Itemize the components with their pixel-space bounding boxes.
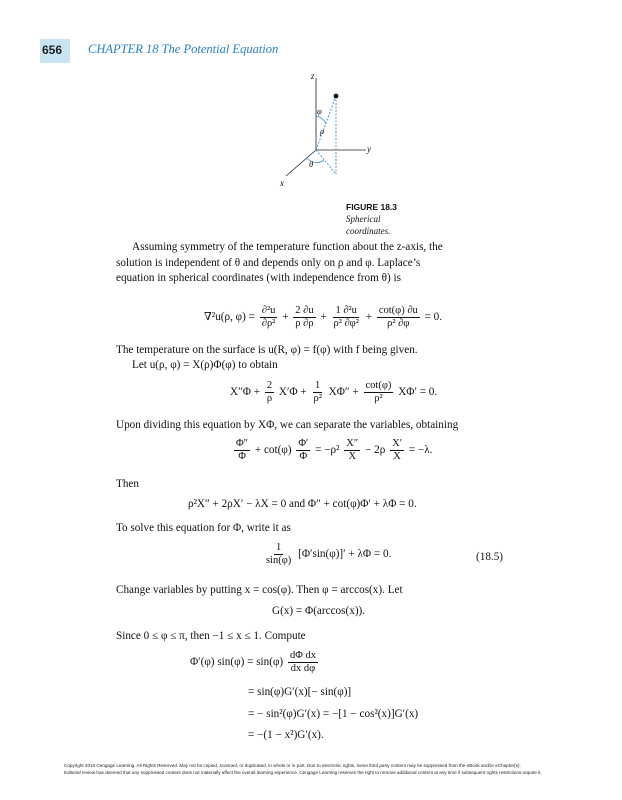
figure-caption-text: Spherical coordinates.: [346, 214, 391, 236]
phi-arc: [316, 116, 326, 124]
eq3-frac1: $\frac{\Phi''}{\Phi}$: [236, 438, 249, 462]
equation-derivation-line4: = −(1 − x²)G′(x).: [248, 729, 324, 741]
eq1-term4: $\frac{\cot(\varphi) \partial u}{\text{ρ² ∂φ}}$: [378, 305, 418, 329]
equation-ode-pair: ρ²X″ + 2ρX′ − λX = 0 and Φ″ + cot(φ)Φ′ + λΦ = 0.: [188, 498, 417, 510]
footer-line-2: Editorial review has deemed that any suppressed content does not materially affect the overall learning experience. Cengage Learning reserves the right to remove additional content at any time if subsequent rights restrictions require it.: [64, 770, 542, 775]
phi-label: φ: [317, 106, 322, 116]
eq1-term3: $\frac{\text{1 ∂²u}}{\text{ρ² ∂φ²}}$: [333, 305, 359, 329]
eq1-lhs: ∇²u(ρ, φ) =: [204, 311, 255, 324]
eq3-frac3: $\frac{X''}{X}$: [346, 438, 359, 462]
eq1-rhs: = 0.: [424, 311, 443, 324]
paragraph-3: Let u(ρ, φ) = X(ρ)Φ(φ) to obtain: [132, 359, 278, 371]
figure-label: FIGURE 18.3: [346, 202, 398, 212]
y-axis-label: y: [367, 144, 371, 154]
paragraph-7: Since 0 ≤ φ ≤ π, then −1 ≤ x ≤ 1. Compute: [116, 630, 306, 642]
equation-derivation-line3: = − sin²(φ)G′(x) = −[1 − cos²(x)]G′(x): [248, 708, 419, 720]
equation-number: (18.5): [476, 551, 504, 563]
paragraph-2: The temperature on the surface is u(R, φ) = f(φ) with f being given.: [116, 344, 418, 356]
equation-derivation-line1: Φ′(φ) sin(φ) = sin(φ) $\frac{\text{dΦ dx}}{\text{dx dφ}}$: [190, 650, 317, 674]
paragraph-6: Change variables by putting x = cos(φ). Then φ = arccos(x). Let: [116, 584, 403, 596]
equation-divided: $\frac{\Phi''}{\Phi}$ + cot(φ) $\frac{\Phi'}{\Phi}$ = −ρ² $\frac{X''}{X}$ − 2ρ $\frac{X'}{X}$ = −λ.: [236, 438, 433, 462]
copyright-footer: [64, 762, 604, 776]
equation-laplace: ∇²u(ρ, φ) = $\frac{\text{∂²u}}{\text{∂ρ²}}$ + $\frac{2 \partial u}{\rho \partial\rho}$ + $\frac{\text{1 ∂²u}}{\text{ρ² ∂φ²}}$ + $\frac{\cot(\varphi) \partial u}{\text{ρ² ∂φ}}$ = 0.: [204, 305, 443, 329]
equation-derivation-line2: = sin(φ)G′(x)[− sin(φ)]: [248, 686, 352, 698]
eq3-frac2: $\frac{\Phi'}{\Phi}$: [298, 438, 309, 462]
eq2-frac2: $\frac{1}{\text{ρ²}}$: [313, 380, 322, 404]
paragraph-then: Then: [116, 478, 139, 490]
eq2-frac1: $\frac{2}{\rho}$: [266, 380, 273, 404]
x-axis-label: x: [280, 178, 284, 188]
spherical-coordinates-figure: [270, 68, 390, 188]
eq7-frac: $\frac{\text{dΦ dx}}{\text{dx dφ}}$: [289, 650, 317, 674]
eq3-frac4: $\frac{X'}{X}$: [392, 438, 403, 462]
eq1-term1: $\frac{\text{∂²u}}{\text{∂ρ²}}$: [261, 305, 276, 329]
page-number: 656: [42, 43, 63, 57]
paragraph-5: To solve this equation for Φ, write it as: [116, 522, 291, 534]
chapter-title: CHAPTER 18 The Potential Equation: [88, 42, 279, 56]
equation-separated: X″Φ + $\frac{2}{\rho}$ X′Φ + $\frac{1}{\text{ρ²}}$ XΦ″ + $\frac{\cot(\varphi)}{\text{ρ²}}$ XΦ′ = 0.: [230, 380, 438, 404]
paragraph-1: Assuming symmetry of the temperature function about the z-axis, the solution is independent of θ and depends only on ρ and φ. Laplace’s equation in spherical coordinates (with independence from θ) is: [116, 241, 443, 284]
eq2-frac3: $\frac{\cot(\varphi)}{\text{ρ²}}$: [365, 380, 392, 404]
eq5-frac: $\frac{1}{\sin(\varphi)}$: [266, 542, 292, 566]
equation-g-definition: G(x) = Φ(arccos(x)).: [272, 605, 366, 617]
point-marker: [334, 94, 339, 99]
paragraph-4: Upon dividing this equation by XΦ, we can separate the variables, obtaining: [116, 419, 459, 431]
figure-caption: [346, 201, 426, 237]
eq1-term2: $\frac{2 \partial u}{\rho \partial\rho}$: [295, 305, 314, 329]
equation-18-5: $\frac{1}{\sin(\varphi)}$ [Φ′sin(φ)]′ + λΦ = 0.: [266, 542, 392, 566]
rho-label: ρ: [320, 126, 325, 136]
footer-line-1: Copyright 2010 Cengage Learning. All Rights Reserved. May not be copied, scanned, or duplicated, in whole or in part. Due to electronic rights, some third party content may be suppressed from the eBook and/or eChapter(s).: [64, 763, 521, 768]
theta-label: θ: [309, 159, 314, 169]
z-axis-label: z: [311, 71, 315, 81]
